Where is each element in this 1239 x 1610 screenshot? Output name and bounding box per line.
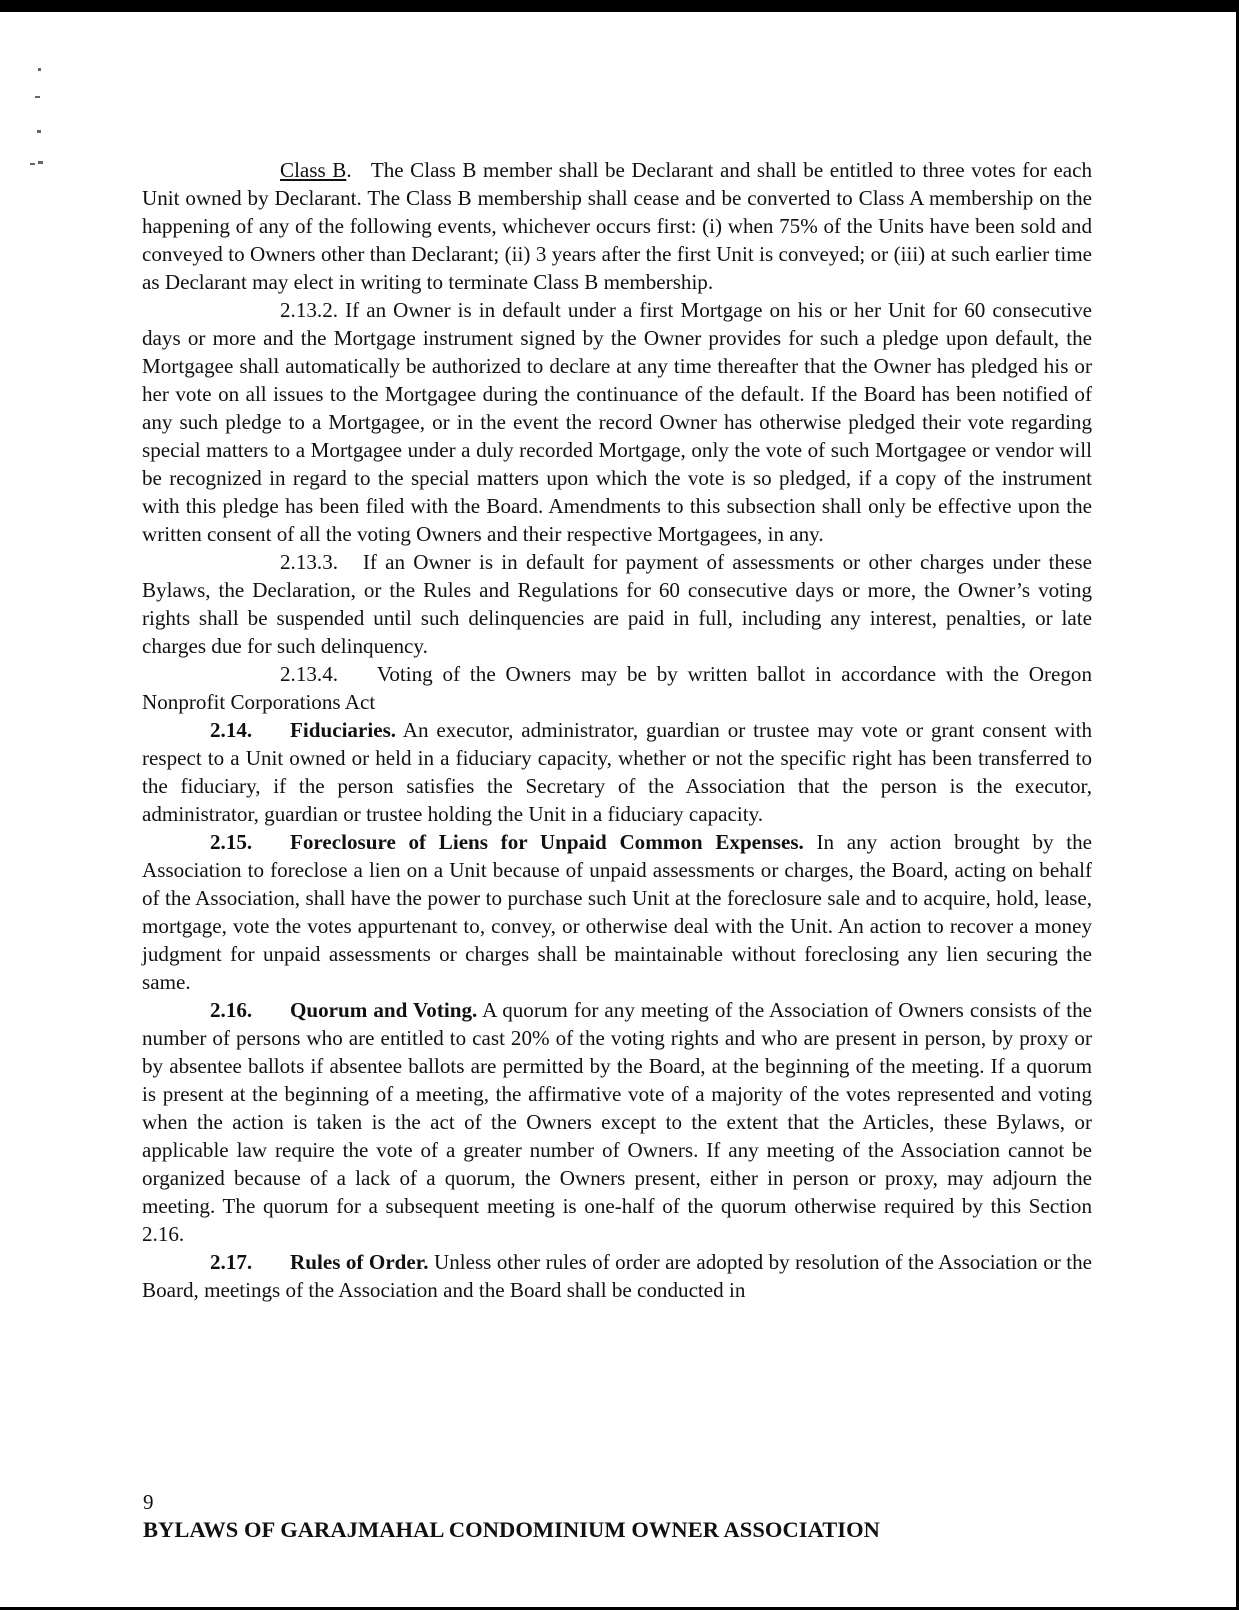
paragraph-2-13-4 [142, 660, 1092, 716]
section-text: Voting of the Owners may be by written ballot in accordance with the Oregon Nonprofit Corporations Act [142, 662, 1093, 714]
section-number: 2.17. [210, 1250, 253, 1274]
section-text: Unless other rules of order are adopted by resolution of the Association or the Board, meetings of the Association and the Board shall be conducted in [142, 1250, 1093, 1302]
section-text: A quorum for any meeting of the Association of Owners consists of the number of persons who are entitled to cast 20% of the voting rights and who are present in person, by proxy or by absentee ballots if absentee ballots are permitted by the Board, at the beginning of the meeting. If a quorum is present at the beginning of a meeting, the affirmative vote of a majority of the votes represented and voting when the action is taken is the act of the Owners except to the extent that the Articles, these Bylaws, or applicable law require the vote of a greater number of Owners. If any meeting of the Association cannot be organized because of a lack of a quorum, the Owners present, either in person or proxy, may adjourn the meeting. The quorum for a subsequent meeting is one-half of the quorum otherwise required by this Section 2.16. [142, 998, 1092, 1246]
class-b-text: The Class B member shall be Declarant and shall be entitled to three votes for each Unit owned by Declarant. The Class B membership shall cease and be converted to Class A membership on the happening of any of the following events, whichever occurs first: (i) when 75% of the Units have been sold and conveyed to Owners other than Declarant; (ii) 3 years after the first Unit is conveyed; or (iii) at such earlier time as Declarant may elect in writing to terminate Class B membership. [142, 158, 1092, 294]
section-text: In any action brought by the Association to foreclose a lien on a Unit because of unpaid assessments or charges, the Board, acting on behalf of the Association, shall have the power to purchase such Unit at the foreclosure sale and to acquire, hold, lease, mortgage, vote the votes appurtenant to, convey, or otherwise deal with the Unit. An action to recover a money judgment for unpaid assessments or charges shall be maintainable without foreclosing any lien securing the same. [142, 830, 1092, 994]
section-number: 2.14. [210, 718, 253, 742]
section-heading: Foreclosure of Liens for Unpaid Common Expenses. [290, 830, 804, 854]
scan-margin-marks [30, 60, 50, 180]
paragraph-2-17 [142, 1248, 1092, 1304]
section-number: 2.15. [210, 830, 253, 854]
section-heading: Quorum and Voting. [290, 998, 478, 1022]
section-text: If an Owner is in default under a first Mortgage on his or her Unit for 60 consecutive days or more and the Mortgage instrument signed by the Owner provides for such a pledge upon default, the Mortgagee shall automatically be authorized to declare at any time thereafter that the Owner has pledged his or her vote on all issues to the Mortgagee during the continuance of the default. If the Board has been notified of any such pledge to a Mortgagee, or in the event the record Owner has otherwise pledged their vote regarding special matters to a Mortgagee under a duly recorded Mortgage, only the vote of such Mortgagee or vendor will be recognized in regard to the special matters upon which the vote is so pledged, if a copy of the instrument with this pledge has been filed with the Board. Amendments to this subsection shall only be effective upon the written consent of all the voting Owners and their respective Mortgagees, in any. [142, 298, 1092, 546]
section-text: An executor, administrator, guardian or trustee may vote or grant consent with respect to a Unit owned or held in a fiduciary capacity, whether or not the specific right has been transferred to the fiduciary, if the person satisfies the Secretary of the Association that the person is the executor, administrator, guardian or trustee holding the Unit in a fiduciary capacity. [142, 718, 1093, 826]
footer-title: BYLAWS OF GARAJMAHAL CONDOMINIUM OWNER ASSOCIATION [143, 1517, 880, 1542]
paragraph-2-13-3 [142, 548, 1092, 660]
section-number: 2.16. [210, 998, 253, 1022]
paragraph-2-14 [142, 716, 1092, 828]
paragraph-class-b: Class B. The Class B member shall be Declarant and shall be entitled to three votes for each Unit owned by Declarant. The Class B membership shall cease and be converted to Class A membership on the happening of any of the following events, whichever occurs first: (i) when 75% of the Units have been sold and conveyed to Owners other than Declarant; (ii) 3 years after the first Unit is conveyed; or (iii) at such earlier time as Declarant may elect in writing to terminate Class B membership. [142, 158, 1092, 294]
section-number: 2.13.4. [280, 662, 339, 686]
class-b-label: Class B [280, 158, 347, 182]
section-number: 2.13.3. [280, 550, 339, 574]
page-number: 9 [143, 1490, 154, 1514]
paragraph-2-16 [142, 996, 1092, 1248]
section-heading: Fiduciaries. [290, 718, 397, 742]
section-heading: Rules of Order. [290, 1250, 429, 1274]
section-number: 2.13.2. [280, 298, 339, 322]
section-text: If an Owner is in default for payment of assessments or other charges under these Bylaws, the Declaration, or the Rules and Regulations for 60 consecutive days or more, the Owner’s voting rights shall be suspended until such delinquencies are paid in full, including any interest, penalties, or late charges due for such delinquency. [142, 550, 1092, 658]
paragraph-2-15 [142, 828, 1092, 996]
document-body [142, 156, 1092, 1304]
scan-top-border [0, 0, 1239, 12]
paragraph-2-13-2 [142, 296, 1092, 548]
